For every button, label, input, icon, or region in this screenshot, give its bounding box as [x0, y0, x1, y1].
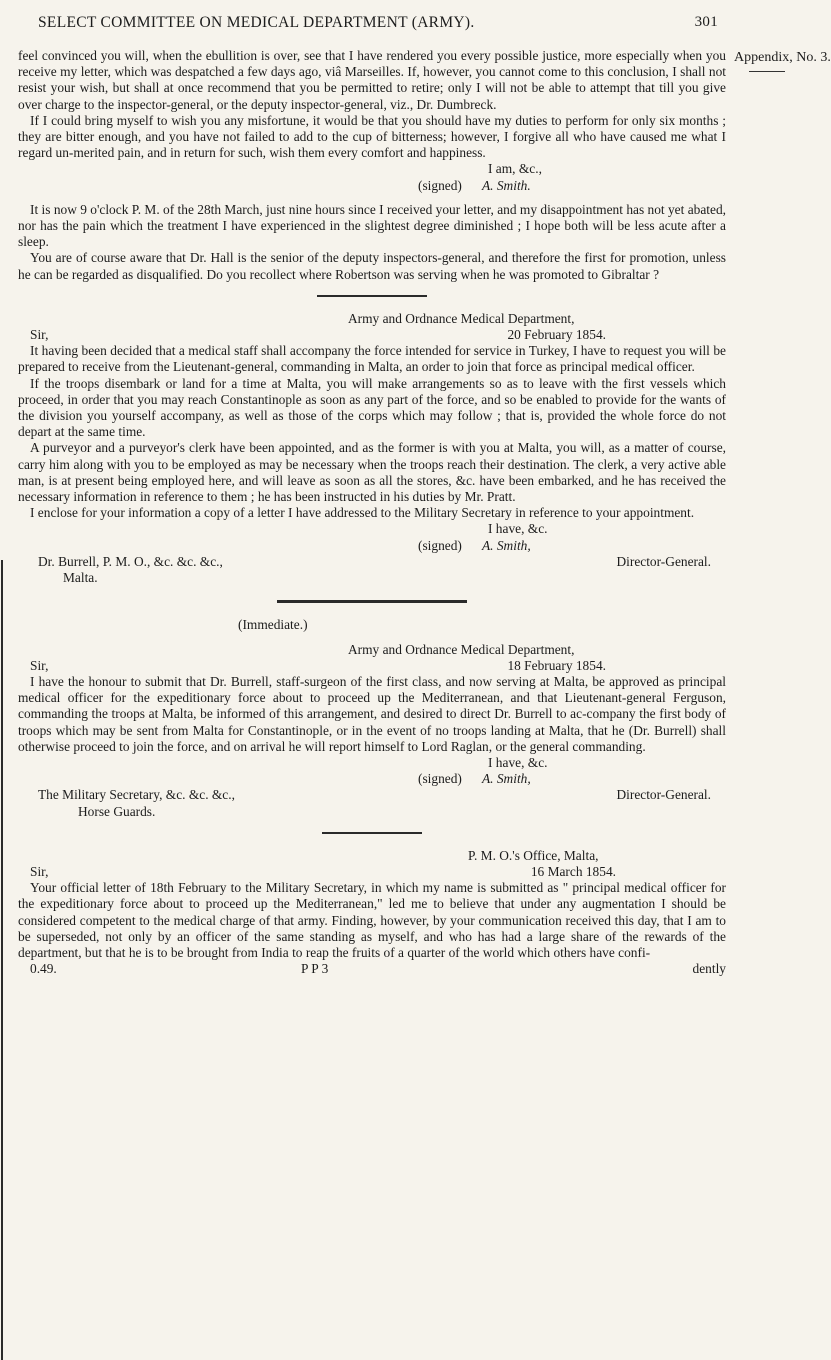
letter3-salutation: Sir,: [30, 657, 49, 673]
appendix-underline: [749, 71, 785, 72]
scan-edge-line: [1, 560, 3, 1360]
page-number: 301: [694, 14, 718, 30]
letter1-paragraph-2: If I could bring myself to wish you any misfortune, it would be that you should have my duties to perform for only six months ; they are bitter enough, and you have not failed to add to the cup of bitterness; however, I forgive all who have caused me what I regard un-merited pain, and in return for such, wish them every comfort and happiness.: [18, 112, 726, 161]
letter2-closing: I have, &c.: [488, 521, 548, 537]
note-paragraph-1: It is now 9 o'clock P. M. of the 28th March, just nine hours since I received your letter, and my disappointment has not yet abated, nor has the pain which the treatment I have experienced in the slightest degree diminished ; I hope both will be less acute after a sleep.: [18, 201, 726, 250]
section-divider: [317, 295, 427, 297]
letter4-date: 16 March 1854.: [530, 863, 616, 879]
section-divider: [322, 832, 422, 834]
letter2-salutation: Sir,: [30, 327, 49, 343]
running-title: SELECT COMMITTEE ON MEDICAL DEPARTMENT (ARMY).: [38, 14, 475, 31]
footer-catchword: dently: [692, 961, 726, 977]
letter2-addressee-location: Malta.: [63, 570, 98, 586]
letter2-paragraph-4: I enclose for your information a copy of a letter I have addressed to the Military Secretary in reference to your appointment.: [30, 505, 695, 521]
letter3-department: Army and Ordnance Medical Department,: [348, 641, 575, 657]
letter3-paragraph-1: I have the honour to submit that Dr. Burrell, staff-surgeon of the first class, and now serving at Malta, be approved as principal medical officer for the expeditionary force about to proceed up the Mediterranean, and that Lieutenant-general Ferguson, commanding the troops at Malta, be informed of this arrangement, and desired to direct Dr. Burrell to ac-company the first body of troops which may be sent from Malta for Constantinople, or in the event of no troops landing at Malta, that he (Dr. Burrell) shall otherwise proceed to join the force, and on arrival he will report himself to Lord Raglan, or the general commanding.: [18, 673, 726, 754]
letter4-paragraph-1: Your official letter of 18th February to the Military Secretary, in which my name is submitted as " principal medical officer for the expeditionary force about to proceed up the Mediterranean," led me to believe that under any augmentation I should be considered competent to the medical charge of that army. Finding, however, by your communication received this day, that I am to be superseded, not only by an officer of the same standing as myself, and who has had a large share of the rewards of the department, but that he is to be brought from India to reap the fruits of a quarter of the world which others have confi-: [18, 880, 726, 960]
letter1-closing: I am, &c.,: [488, 161, 542, 177]
page-header: [38, 14, 718, 32]
letter3-date: 18 February 1854.: [507, 657, 606, 673]
letter2-department: Army and Ordnance Medical Department,: [348, 310, 575, 326]
letter2-addressee: Dr. Burrell, P. M. O., &c. &c. &c.,: [38, 553, 223, 569]
note-paragraph-2: You are of course aware that Dr. Hall is the senior of the deputy inspectors-general, and therefore the first for promotion, unless he can be regarded as disqualified. Do you recollect where Robertson was serving when he was promoted to Gibraltar ?: [18, 250, 726, 282]
page-footer: [18, 961, 726, 977]
letter2-title: Director-General.: [616, 553, 711, 569]
letter2-signature: (signed) A. Smith,: [418, 537, 531, 553]
footer-signature-mark: P P 3: [301, 961, 329, 977]
letter3-addressee-location: Horse Guards.: [78, 803, 156, 819]
letter3-title: Director-General.: [616, 787, 711, 803]
letter4-salutation: Sir,: [30, 863, 49, 879]
appendix-marginal-note: Appendix, No. 3.: [734, 50, 831, 66]
letter2-paragraph-2: If the troops disembark or land for a time at Malta, you will make arrangements so as to leave with the first vessels which proceed, in order that you may reach Constantinople as soon as any part of the force, and so be enabled to provide for the wants of the division you yourself accompany, as well as those of the corps which may follow ; that is, provided the whole force do not depart at the same time.: [18, 375, 726, 440]
document-body: [18, 48, 726, 977]
letter2-paragraph-3: A purveyor and a purveyor's clerk have been appointed, and as the former is with you at Malta, you will, as a matter of course, carry him along with you to be employed as may be necessary when the troops reach their destination. The clerk, a very active able man, is at present being employed here, and will leave as soon as all the stores, &c. have been embarked, and he has received the necessary information in reference to them ; he has been instructed in his duties by Mr. Pratt.: [18, 440, 726, 505]
letter2-paragraph-1: It having been decided that a medical staff shall accompany the force intended for service in Turkey, I have to request you will be prepared to receive from the Lieutenant-general, commanding in Malta, an order to join that force as principal medical officer.: [18, 343, 726, 375]
letter1-signature: (signed) A. Smith.: [418, 177, 531, 193]
letter3-closing: I have, &c.: [488, 754, 548, 770]
section-divider-heavy: [277, 600, 467, 603]
letter3-addressee: The Military Secretary, &c. &c. &c.,: [38, 787, 235, 803]
letter1-paragraph-1: feel convinced you will, when the ebullition is over, see that I have rendered you every possible justice, more especially when you receive my letter, which was despatched a few days ago, viâ Marseilles. If, however, you cannot come to this conclusion, I shall not resist your wish, but shall at once recommend that you be permitted to retire; only I will not be able to attempt that till you give over charge to the inspector-general, or the deputy inspector-general, viz., Dr. Dumbreck.: [18, 48, 726, 112]
letter3-marker: (Immediate.): [238, 617, 308, 633]
letter3-signature: (signed) A. Smith,: [418, 771, 531, 787]
letter4-office: P. M. O.'s Office, Malta,: [468, 847, 599, 863]
footer-reference: 0.49.: [30, 961, 57, 977]
letter2-date: 20 February 1854.: [507, 327, 606, 343]
